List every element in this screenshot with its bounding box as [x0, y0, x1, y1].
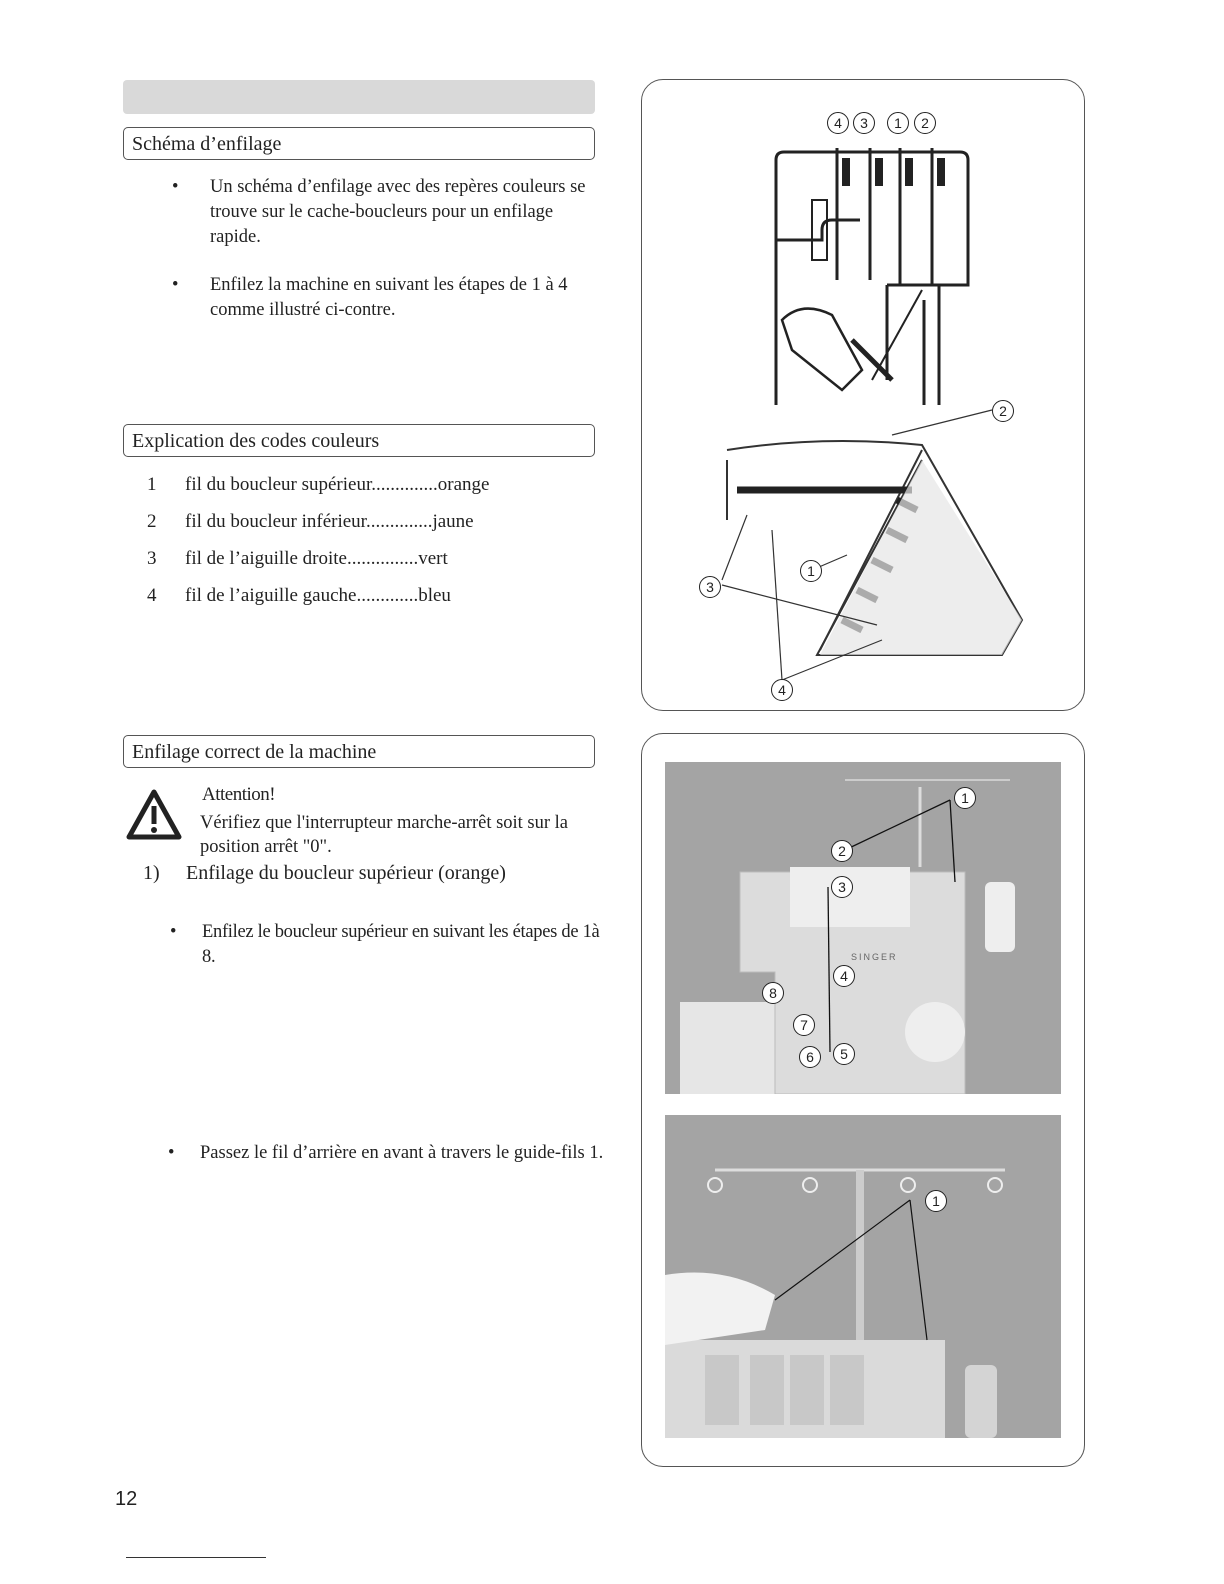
brand-label: SINGER [851, 952, 898, 962]
bullet-item: • Enfilez la machine en suivant les étapes de 1 à 4 comme illustré ci-contre. [172, 275, 568, 320]
callout-3-label: 3 [699, 576, 721, 598]
section-title-color-codes: Explication des codes couleurs [123, 424, 595, 457]
callout-7-label: 7 [793, 1014, 815, 1036]
callout-5-label: 5 [833, 1043, 855, 1065]
thread-guide-photo [665, 1115, 1061, 1438]
code-text: fil du boucleur inférieur..............jaune [185, 511, 474, 532]
callout-4-label: 4 [827, 112, 849, 134]
code-text: fil de l’aiguille droite...............vert [185, 548, 448, 569]
footer-rule [126, 1557, 266, 1558]
callout-1-label: 1 [925, 1190, 947, 1212]
step-title: Enfilage du boucleur supérieur (orange) [186, 862, 506, 884]
bullet-text: Un schéma d’enfilage avec des repères couleurs se trouve sur le cache-boucleurs pour un enfilage rapide. [210, 177, 586, 247]
threading-diagram [642, 80, 1084, 710]
header-bar [123, 80, 595, 114]
callout-2-label: 2 [992, 400, 1014, 422]
warning-title: Attention! [202, 784, 276, 805]
callout-3-label: 3 [853, 112, 875, 134]
code-number: 4 [147, 585, 157, 606]
warning-text: Vérifiez que l'interrupteur marche-arrêt soit sur la position arrêt "0". [200, 813, 569, 857]
serger-illustration [665, 762, 1061, 1094]
callout-4-label: 4 [771, 679, 793, 701]
step-number: 1) [143, 862, 160, 884]
code-text: fil du boucleur supérieur..............orange [185, 474, 490, 495]
callout-6-label: 6 [799, 1046, 821, 1068]
callout-2-label: 2 [914, 112, 936, 134]
thread-guide-illustration [665, 1115, 1061, 1438]
bullet-item: • Enfilez le boucleur supérieur en suivant les étapes de 1à 8. [170, 922, 600, 967]
serger-machine-photo [665, 762, 1061, 1094]
code-text: fil de l’aiguille gauche.............bleu [185, 585, 451, 606]
photo-panel [641, 733, 1085, 1467]
code-number: 1 [147, 474, 157, 495]
code-number: 2 [147, 511, 157, 532]
bullet-text: Enfilez le boucleur supérieur en suivant les étapes de 1à 8. [202, 922, 600, 967]
bullet-text: Passez le fil d’arrière en avant à travers le guide-fils 1. [200, 1143, 604, 1163]
section-title-threading-chart: Schéma d’enfilage [123, 127, 595, 160]
warning-icon [126, 788, 182, 840]
callout-4-label: 4 [833, 965, 855, 987]
bullet-text: Enfilez la machine en suivant les étapes de 1 à 4 comme illustré ci-contre. [210, 275, 568, 320]
threading-diagram-panel [641, 79, 1085, 711]
page-number: 12 [115, 1488, 138, 1510]
callout-1-label: 1 [887, 112, 909, 134]
callout-3-label: 3 [831, 876, 853, 898]
callout-1-label: 1 [954, 787, 976, 809]
callout-1-label: 1 [800, 560, 822, 582]
code-number: 3 [147, 548, 157, 569]
bullet-item: • Un schéma d’enfilage avec des repères couleurs se trouve sur le cache-boucleurs pour un enfilage rapide. [172, 177, 586, 247]
bullet-item: • Passez le fil d’arrière en avant à travers le guide-fils 1. [168, 1143, 604, 1163]
callout-2-label: 2 [831, 840, 853, 862]
section-title-correct-threading: Enfilage correct de la machine [123, 735, 595, 768]
callout-8-label: 8 [762, 982, 784, 1004]
